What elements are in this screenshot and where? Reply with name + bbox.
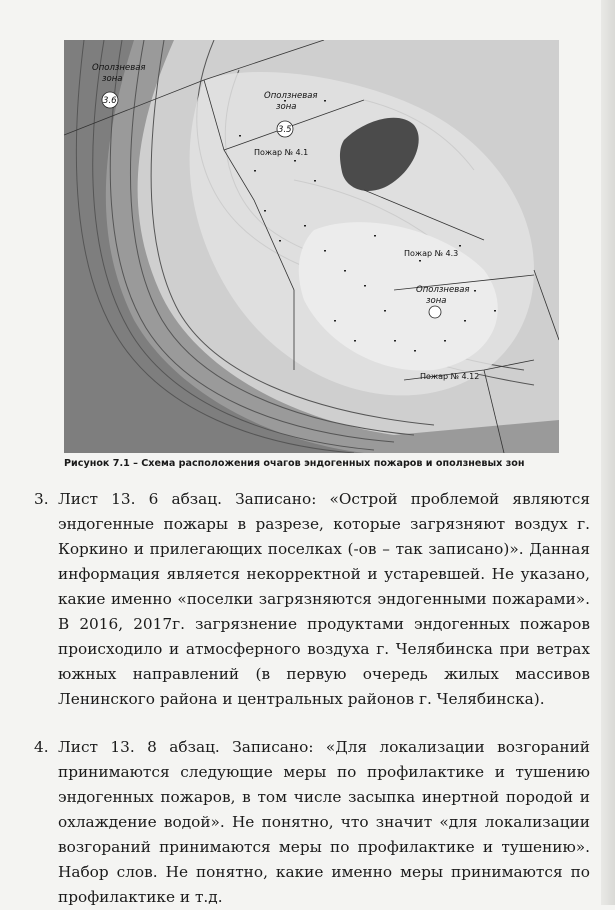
item-number: 4.	[34, 738, 49, 756]
zone-3-5-line2: зона	[276, 102, 297, 112]
fire-label-4-3: Пожар № 4.3	[404, 249, 459, 258]
item-text: Лист 13. 8 абзац. Записано: «Для локализации возгораний принимаются следующие меры по профилактике и тушению эндогенных пожаров, в том числе засыпка инертной породой и охлаждение водой». Не понятно, что значит «для локализации возгораний принимаются меры по профилактике и тушению». Набор слов. Не понятно, какие именно меры принимаются по профилактике и т.д.	[58, 738, 590, 906]
numbered-list	[34, 487, 590, 910]
fire-label-4-1: Пожар № 4.1	[254, 148, 309, 157]
page-edge	[601, 0, 615, 905]
map-svg	[64, 40, 559, 453]
zone-right-line1: Оползневая	[416, 285, 470, 295]
list-item	[34, 735, 590, 910]
figure-caption: Рисунок 7.1 – Схема расположения очагов эндогенных пожаров и оползневых зон	[64, 458, 525, 469]
fire-label-4-12: Пожар № 4.12	[420, 372, 480, 381]
map-figure	[64, 40, 559, 453]
zone-3-6-line2: зона	[102, 74, 123, 84]
zone-3-6-code: 3.6	[103, 96, 117, 106]
zone-3-5-line1: Оползневая	[264, 91, 318, 101]
item-text: Лист 13. 6 абзац. Записано: «Острой проблемой являются эндогенные пожары в разрезе, которые загрязняют воздух г. Коркино и прилегающих поселках (-ов – так записано)». Данная информация является некорректной и устаревшей. Не указано, какие именно «поселки загрязняются эндогенными пожарами». В 2016, 2017г. загрязнение продуктами эндогенных пожаров происходило и атмосферного воздуха г. Челябинска при ветрах южных направлений (в первую очередь жилых массивов Ленинского района и центральных районов г. Челябинска).	[58, 490, 590, 708]
item-number: 3.	[34, 490, 49, 508]
list-item	[34, 487, 590, 712]
zone-3-6-line1: Оползневая	[92, 63, 146, 73]
zone-right-line2: зона	[426, 296, 447, 306]
zone-3-5-code: 3.5	[278, 125, 292, 135]
